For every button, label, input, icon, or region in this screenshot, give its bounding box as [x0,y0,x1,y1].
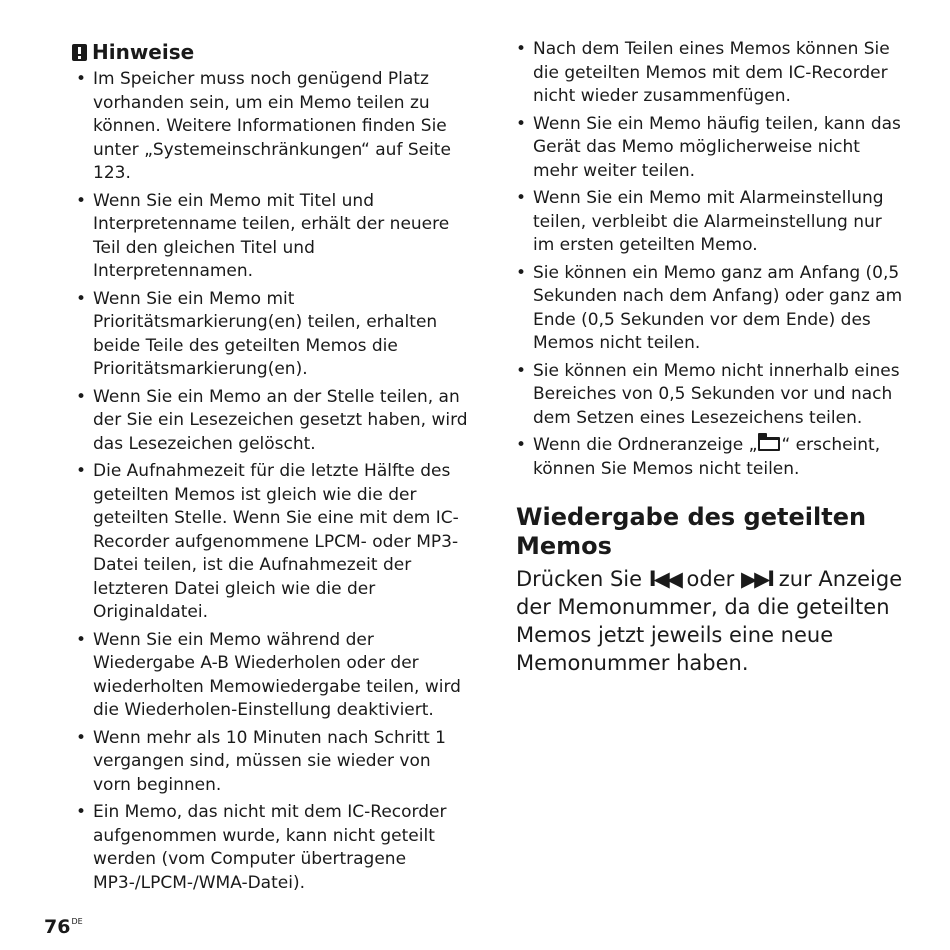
note-item [512,38,907,109]
page-language-suffix: DE [71,917,83,926]
note-text: Wenn Sie ein Memo mit Prioritätsmarkierung(en) teilen, erhalten beide Teile des geteilten Memos die Prioritätsmarkierung(en). [93,288,438,379]
bullet-icon: • [76,727,87,748]
note-item [72,801,472,895]
note-item-folder [512,434,907,481]
note-item [72,629,472,723]
previous-track-icon: I◀◀ [648,567,680,591]
note-text-before: Wenn die Ordneranzeige „ [533,435,758,455]
section-body-prefix: Drücken Sie [516,567,649,591]
warning-icon [72,44,87,61]
bullet-icon: • [76,386,87,407]
note-item [72,727,472,798]
note-text: Im Speicher muss noch genügend Platz vorhanden sein, um ein Memo teilen zu können. Weitere Informationen finden Sie unter „Systemeinschränkungen“ auf Seite 123. [93,69,451,183]
folder-icon [758,437,780,451]
note-text: Wenn Sie ein Memo mit Alarmeinstellung teilen, verbleibt die Alarmeinstellung nur im ersten geteilten Memo. [533,188,884,255]
notes-list-left [72,68,472,895]
note-text-after: “ erscheint, können Sie Memos nicht teilen. [533,435,881,479]
bullet-icon: • [516,262,527,283]
next-track-icon: ▶▶I [740,567,773,591]
notes-heading-label: Hinweise [92,40,195,64]
bullet-icon: • [76,629,87,650]
note-text: Nach dem Teilen eines Memos können Sie die geteilten Memos mit dem IC-Recorder nicht wieder zusammenfügen. [533,39,890,106]
section-heading: Wiedergabe des geteilten Memos [516,503,867,560]
bullet-icon: • [516,188,527,208]
bullet-icon: • [516,113,527,134]
section-body [516,565,907,677]
section-body-middle: oder [679,567,741,591]
bullet-icon: • [76,288,87,309]
note-text: Wenn mehr als 10 Minuten nach Schritt 1 vergangen sind, müssen sie wieder von vorn beginnen. [93,727,446,795]
note-item [72,68,472,186]
note-item [512,360,907,431]
bullet-icon: • [76,802,87,822]
notes-list-right [512,38,907,481]
note-item [72,460,472,625]
note-item [512,113,907,184]
note-text: Sie können ein Memo ganz am Anfang (0,5 Sekunden nach dem Anfang) oder ganz am Ende (0,5 Sekunden vor dem Ende) des Memos nicht teilen. [533,262,903,353]
note-item [512,187,907,258]
bullet-icon: • [516,39,527,59]
bullet-icon: • [76,190,87,211]
page-number-value: 76 [44,916,71,938]
note-text: Wenn Sie ein Memo an der Stelle teilen, an der Sie ein Lesezeichen gesetzt haben, wird das Lesezeichen gelöscht. [93,386,468,454]
note-text: Wenn Sie ein Memo häufig teilen, kann das Gerät das Memo möglicherweise nicht mehr weiter teilen. [533,113,901,181]
note-item [72,190,472,284]
note-text: Ein Memo, das nicht mit dem IC-Recorder aufgenommen wurde, kann nicht geteilt werden (vom Computer übertragene MP3-/LPCM-/WMA-Datei). [93,802,447,893]
note-item [72,386,472,457]
note-text: Wenn Sie ein Memo mit Titel und Interpretenname teilen, erhält der neuere Teil den gleichen Titel und Interpretennamen. [93,190,450,281]
section-body-suffix: zur Anzeige der Memonummer, da die geteilten Memos jetzt jeweils eine neue Memonummer haben. [516,567,903,675]
bullet-icon: • [76,69,87,89]
notes-heading [72,38,472,66]
bullet-icon: • [516,435,527,455]
bullet-icon: • [516,360,527,381]
note-text: Wenn Sie ein Memo während der Wiedergabe A-B Wiederholen oder der wiederholten Memowiedergabe teilen, wird die Wiederholen-Einstellung deaktiviert. [93,629,461,720]
note-text: Die Aufnahmezeit für die letzte Hälfte des geteilten Memos ist gleich wie die der geteilten Stelle. Wenn Sie eine mit dem IC-Recorder aufgenommene LPCM- oder MP3-Datei teilen, ist die Aufnahmezeit der letzteren Datei gleich wie die der Originaldatei. [93,461,459,622]
left-column [72,38,472,899]
page-number [44,916,83,938]
note-item [72,288,472,382]
bullet-icon: • [76,461,87,481]
note-text: Sie können ein Memo nicht innerhalb eines Bereiches von 0,5 Sekunden vor und nach dem Setzen eines Lesezeichens teilen. [533,360,900,428]
note-item [512,262,907,356]
right-column [512,38,907,677]
